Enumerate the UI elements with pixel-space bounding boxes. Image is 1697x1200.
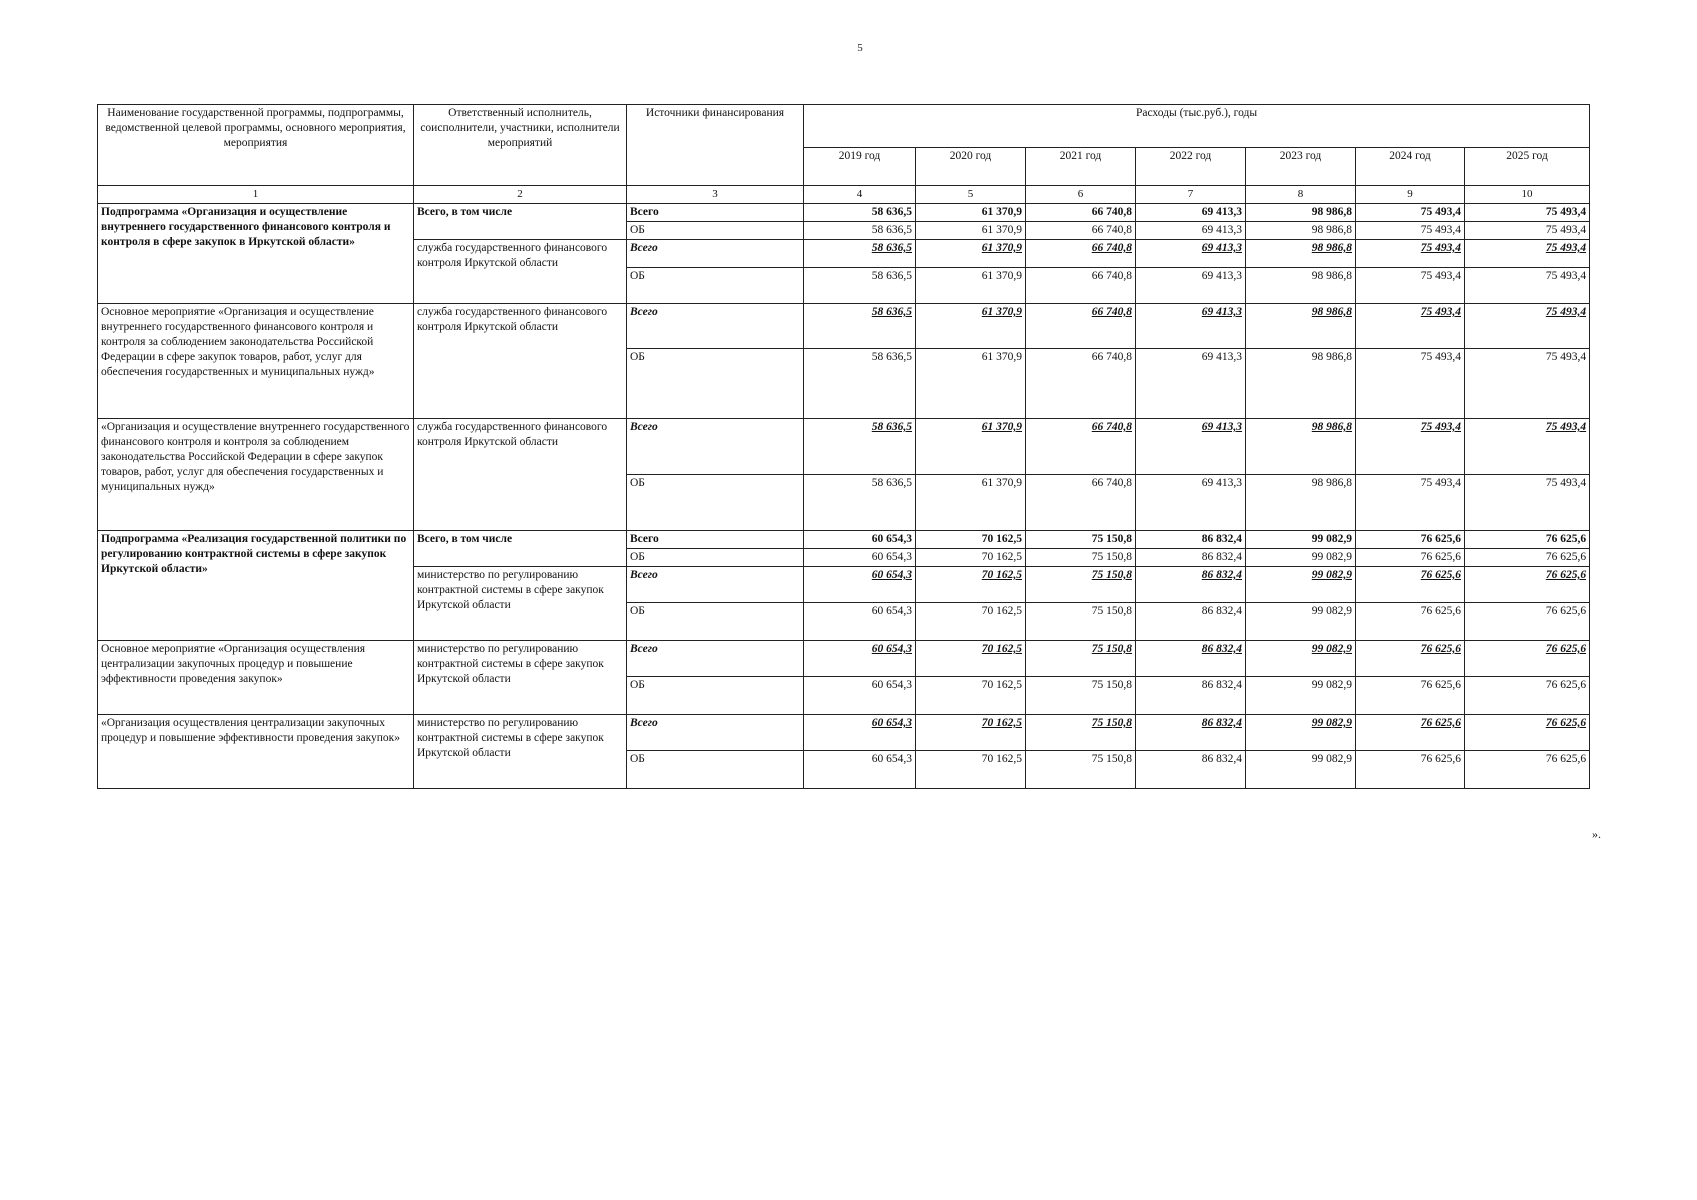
table-row bbox=[98, 419, 1590, 475]
value-cell: 76 625,6 bbox=[1356, 751, 1465, 789]
funding-source-cell: ОБ bbox=[627, 677, 804, 715]
column-number: 10 bbox=[1465, 186, 1590, 204]
value-cell: 75 150,8 bbox=[1026, 715, 1136, 751]
column-number: 9 bbox=[1356, 186, 1465, 204]
value-cell: 60 654,3 bbox=[804, 641, 916, 677]
table-row bbox=[98, 641, 1590, 677]
value-cell: 58 636,5 bbox=[804, 349, 916, 419]
funding-source-cell: Всего bbox=[627, 204, 804, 222]
value-cell: 75 150,8 bbox=[1026, 677, 1136, 715]
table-row bbox=[98, 304, 1590, 349]
program-name-cell: Подпрограмма «Организация и осуществление внутреннего государственного финансового контроля и контроля в сфере закупок в Иркутской области» bbox=[98, 204, 414, 304]
value-cell: 99 082,9 bbox=[1246, 641, 1356, 677]
value-cell: 60 654,3 bbox=[804, 677, 916, 715]
value-cell: 99 082,9 bbox=[1246, 567, 1356, 603]
value-cell: 86 832,4 bbox=[1136, 641, 1246, 677]
funding-source-cell: ОБ bbox=[627, 751, 804, 789]
value-cell: 61 370,9 bbox=[916, 204, 1026, 222]
funding-source-cell: Всего bbox=[627, 240, 804, 268]
value-cell: 86 832,4 bbox=[1136, 715, 1246, 751]
header-year: 2023 год bbox=[1246, 148, 1356, 186]
value-cell: 98 986,8 bbox=[1246, 304, 1356, 349]
table-row bbox=[98, 531, 1590, 549]
header-name-column: Наименование государственной программы, подпрограммы, ведомственной целевой программы, основного мероприятия, мероприятия bbox=[98, 105, 414, 186]
column-number: 4 bbox=[804, 186, 916, 204]
funding-source-cell: ОБ bbox=[627, 268, 804, 304]
value-cell: 66 740,8 bbox=[1026, 204, 1136, 222]
budget-table bbox=[97, 104, 1590, 789]
executor-cell: министерство по регулированию контрактной системы в сфере закупок Иркутской области bbox=[414, 641, 627, 715]
executor-cell: министерство по регулированию контрактной системы в сфере закупок Иркутской области bbox=[414, 715, 627, 789]
value-cell: 76 625,6 bbox=[1465, 677, 1590, 715]
value-cell: 76 625,6 bbox=[1465, 531, 1590, 549]
value-cell: 58 636,5 bbox=[804, 204, 916, 222]
value-cell: 76 625,6 bbox=[1356, 531, 1465, 549]
funding-source-cell: ОБ bbox=[627, 349, 804, 419]
header-year: 2020 год bbox=[916, 148, 1026, 186]
value-cell: 60 654,3 bbox=[804, 715, 916, 751]
value-cell: 86 832,4 bbox=[1136, 677, 1246, 715]
column-number: 2 bbox=[414, 186, 627, 204]
header-year: 2025 год bbox=[1465, 148, 1590, 186]
value-cell: 58 636,5 bbox=[804, 475, 916, 531]
value-cell: 70 162,5 bbox=[916, 751, 1026, 789]
value-cell: 75 493,4 bbox=[1465, 240, 1590, 268]
value-cell: 70 162,5 bbox=[916, 641, 1026, 677]
funding-source-cell: Всего bbox=[627, 304, 804, 349]
value-cell: 86 832,4 bbox=[1136, 531, 1246, 549]
value-cell: 76 625,6 bbox=[1356, 677, 1465, 715]
value-cell: 69 413,3 bbox=[1136, 240, 1246, 268]
value-cell: 86 832,4 bbox=[1136, 567, 1246, 603]
header-year: 2019 год bbox=[804, 148, 916, 186]
value-cell: 98 986,8 bbox=[1246, 419, 1356, 475]
value-cell: 61 370,9 bbox=[916, 475, 1026, 531]
value-cell: 66 740,8 bbox=[1026, 475, 1136, 531]
page-number: 5 bbox=[857, 42, 863, 54]
value-cell: 99 082,9 bbox=[1246, 715, 1356, 751]
value-cell: 75 493,4 bbox=[1465, 204, 1590, 222]
funding-source-cell: Всего bbox=[627, 641, 804, 677]
executor-cell: служба государственного финансового контроля Иркутской области bbox=[414, 304, 627, 419]
value-cell: 75 493,4 bbox=[1465, 475, 1590, 531]
header-year: 2021 год bbox=[1026, 148, 1136, 186]
value-cell: 70 162,5 bbox=[916, 603, 1026, 641]
value-cell: 98 986,8 bbox=[1246, 240, 1356, 268]
value-cell: 75 493,4 bbox=[1465, 222, 1590, 240]
program-name-cell: Подпрограмма «Реализация государственной политики по регулированию контрактной системы в сфере закупок Иркутской области» bbox=[98, 531, 414, 641]
funding-source-cell: Всего bbox=[627, 715, 804, 751]
value-cell: 76 625,6 bbox=[1465, 715, 1590, 751]
header-expenses-group: Расходы (тыс.руб.), годы bbox=[804, 105, 1590, 148]
value-cell: 58 636,5 bbox=[804, 268, 916, 304]
funding-source-cell: Всего bbox=[627, 531, 804, 549]
value-cell: 66 740,8 bbox=[1026, 349, 1136, 419]
value-cell: 75 493,4 bbox=[1356, 240, 1465, 268]
value-cell: 86 832,4 bbox=[1136, 751, 1246, 789]
value-cell: 75 493,4 bbox=[1465, 419, 1590, 475]
value-cell: 76 625,6 bbox=[1356, 641, 1465, 677]
value-cell: 60 654,3 bbox=[804, 531, 916, 549]
value-cell: 70 162,5 bbox=[916, 677, 1026, 715]
value-cell: 61 370,9 bbox=[916, 222, 1026, 240]
column-number: 8 bbox=[1246, 186, 1356, 204]
header-source-column: Источники финансирования bbox=[627, 105, 804, 186]
executor-cell: министерство по регулированию контрактной системы в сфере закупок Иркутской области bbox=[414, 567, 627, 641]
value-cell: 75 493,4 bbox=[1465, 268, 1590, 304]
value-cell: 75 150,8 bbox=[1026, 531, 1136, 549]
value-cell: 66 740,8 bbox=[1026, 304, 1136, 349]
value-cell: 70 162,5 bbox=[916, 567, 1026, 603]
executor-cell: служба государственного финансового контроля Иркутской области bbox=[414, 240, 627, 304]
value-cell: 61 370,9 bbox=[916, 419, 1026, 475]
column-number: 1 bbox=[98, 186, 414, 204]
column-number: 3 bbox=[627, 186, 804, 204]
value-cell: 86 832,4 bbox=[1136, 549, 1246, 567]
value-cell: 76 625,6 bbox=[1465, 751, 1590, 789]
value-cell: 76 625,6 bbox=[1465, 641, 1590, 677]
value-cell: 99 082,9 bbox=[1246, 603, 1356, 641]
column-number: 5 bbox=[916, 186, 1026, 204]
header-executor-column: Ответственный исполнитель, соисполнители, участники, исполнители мероприятий bbox=[414, 105, 627, 186]
value-cell: 66 740,8 bbox=[1026, 268, 1136, 304]
value-cell: 76 625,6 bbox=[1356, 549, 1465, 567]
value-cell: 76 625,6 bbox=[1356, 715, 1465, 751]
value-cell: 75 493,4 bbox=[1356, 304, 1465, 349]
value-cell: 60 654,3 bbox=[804, 549, 916, 567]
value-cell: 60 654,3 bbox=[804, 603, 916, 641]
table-row bbox=[98, 204, 1590, 222]
value-cell: 98 986,8 bbox=[1246, 222, 1356, 240]
value-cell: 69 413,3 bbox=[1136, 204, 1246, 222]
value-cell: 60 654,3 bbox=[804, 751, 916, 789]
column-number: 7 bbox=[1136, 186, 1246, 204]
executor-cell: служба государственного финансового контроля Иркутской области bbox=[414, 419, 627, 531]
funding-source-cell: ОБ bbox=[627, 603, 804, 641]
value-cell: 99 082,9 bbox=[1246, 531, 1356, 549]
value-cell: 75 150,8 bbox=[1026, 641, 1136, 677]
value-cell: 86 832,4 bbox=[1136, 603, 1246, 641]
value-cell: 69 413,3 bbox=[1136, 268, 1246, 304]
funding-source-cell: ОБ bbox=[627, 549, 804, 567]
value-cell: 75 150,8 bbox=[1026, 549, 1136, 567]
value-cell: 69 413,3 bbox=[1136, 475, 1246, 531]
value-cell: 76 625,6 bbox=[1465, 603, 1590, 641]
value-cell: 58 636,5 bbox=[804, 304, 916, 349]
program-name-cell: Основное мероприятие «Организация и осуществление внутреннего государственного финансового контроля и контроля за соблюдением законодательства Российской Федерации в сфере закупок товаров, работ, услуг для обеспечения государственных и муниципальных нужд» bbox=[98, 304, 414, 419]
value-cell: 61 370,9 bbox=[916, 240, 1026, 268]
value-cell: 61 370,9 bbox=[916, 304, 1026, 349]
value-cell: 75 150,8 bbox=[1026, 751, 1136, 789]
value-cell: 75 493,4 bbox=[1356, 204, 1465, 222]
value-cell: 98 986,8 bbox=[1246, 204, 1356, 222]
value-cell: 75 150,8 bbox=[1026, 603, 1136, 641]
value-cell: 58 636,5 bbox=[804, 240, 916, 268]
table-row bbox=[98, 715, 1590, 751]
executor-cell: Всего, в том числе bbox=[414, 531, 627, 567]
value-cell: 75 493,4 bbox=[1356, 419, 1465, 475]
value-cell: 69 413,3 bbox=[1136, 349, 1246, 419]
program-name-cell: «Организация и осуществление внутреннего государственного финансового контроля и контроля за соблюдением законодательства Российской Федерации в сфере закупок товаров, работ, услуг для обеспечения государственных и муниципальных нужд» bbox=[98, 419, 414, 531]
value-cell: 70 162,5 bbox=[916, 549, 1026, 567]
value-cell: 58 636,5 bbox=[804, 419, 916, 475]
value-cell: 70 162,5 bbox=[916, 531, 1026, 549]
value-cell: 98 986,8 bbox=[1246, 349, 1356, 419]
value-cell: 75 493,4 bbox=[1465, 349, 1590, 419]
value-cell: 98 986,8 bbox=[1246, 268, 1356, 304]
value-cell: 61 370,9 bbox=[916, 349, 1026, 419]
value-cell: 61 370,9 bbox=[916, 268, 1026, 304]
column-number: 6 bbox=[1026, 186, 1136, 204]
value-cell: 76 625,6 bbox=[1465, 567, 1590, 603]
value-cell: 60 654,3 bbox=[804, 567, 916, 603]
funding-source-cell: ОБ bbox=[627, 222, 804, 240]
value-cell: 70 162,5 bbox=[916, 715, 1026, 751]
value-cell: 75 493,4 bbox=[1356, 349, 1465, 419]
value-cell: 69 413,3 bbox=[1136, 419, 1246, 475]
program-name-cell: Основное мероприятие «Организация осуществления централизации закупочных процедур и повышение эффективности проведения закупок» bbox=[98, 641, 414, 715]
value-cell: 69 413,3 bbox=[1136, 304, 1246, 349]
value-cell: 99 082,9 bbox=[1246, 751, 1356, 789]
value-cell: 75 493,4 bbox=[1356, 222, 1465, 240]
value-cell: 75 150,8 bbox=[1026, 567, 1136, 603]
value-cell: 99 082,9 bbox=[1246, 549, 1356, 567]
value-cell: 66 740,8 bbox=[1026, 419, 1136, 475]
value-cell: 75 493,4 bbox=[1356, 268, 1465, 304]
program-name-cell: «Организация осуществления централизации закупочных процедур и повышение эффективности проведения закупок» bbox=[98, 715, 414, 789]
funding-source-cell: Всего bbox=[627, 419, 804, 475]
value-cell: 66 740,8 bbox=[1026, 240, 1136, 268]
value-cell: 69 413,3 bbox=[1136, 222, 1246, 240]
value-cell: 75 493,4 bbox=[1465, 304, 1590, 349]
executor-cell: Всего, в том числе bbox=[414, 204, 627, 240]
value-cell: 76 625,6 bbox=[1356, 567, 1465, 603]
funding-source-cell: ОБ bbox=[627, 475, 804, 531]
funding-source-cell: Всего bbox=[627, 567, 804, 603]
value-cell: 66 740,8 bbox=[1026, 222, 1136, 240]
closing-quote-mark: ». bbox=[1592, 827, 1601, 841]
value-cell: 76 625,6 bbox=[1465, 549, 1590, 567]
header-year: 2022 год bbox=[1136, 148, 1246, 186]
value-cell: 99 082,9 bbox=[1246, 677, 1356, 715]
value-cell: 98 986,8 bbox=[1246, 475, 1356, 531]
value-cell: 58 636,5 bbox=[804, 222, 916, 240]
header-year: 2024 год bbox=[1356, 148, 1465, 186]
value-cell: 75 493,4 bbox=[1356, 475, 1465, 531]
value-cell: 76 625,6 bbox=[1356, 603, 1465, 641]
